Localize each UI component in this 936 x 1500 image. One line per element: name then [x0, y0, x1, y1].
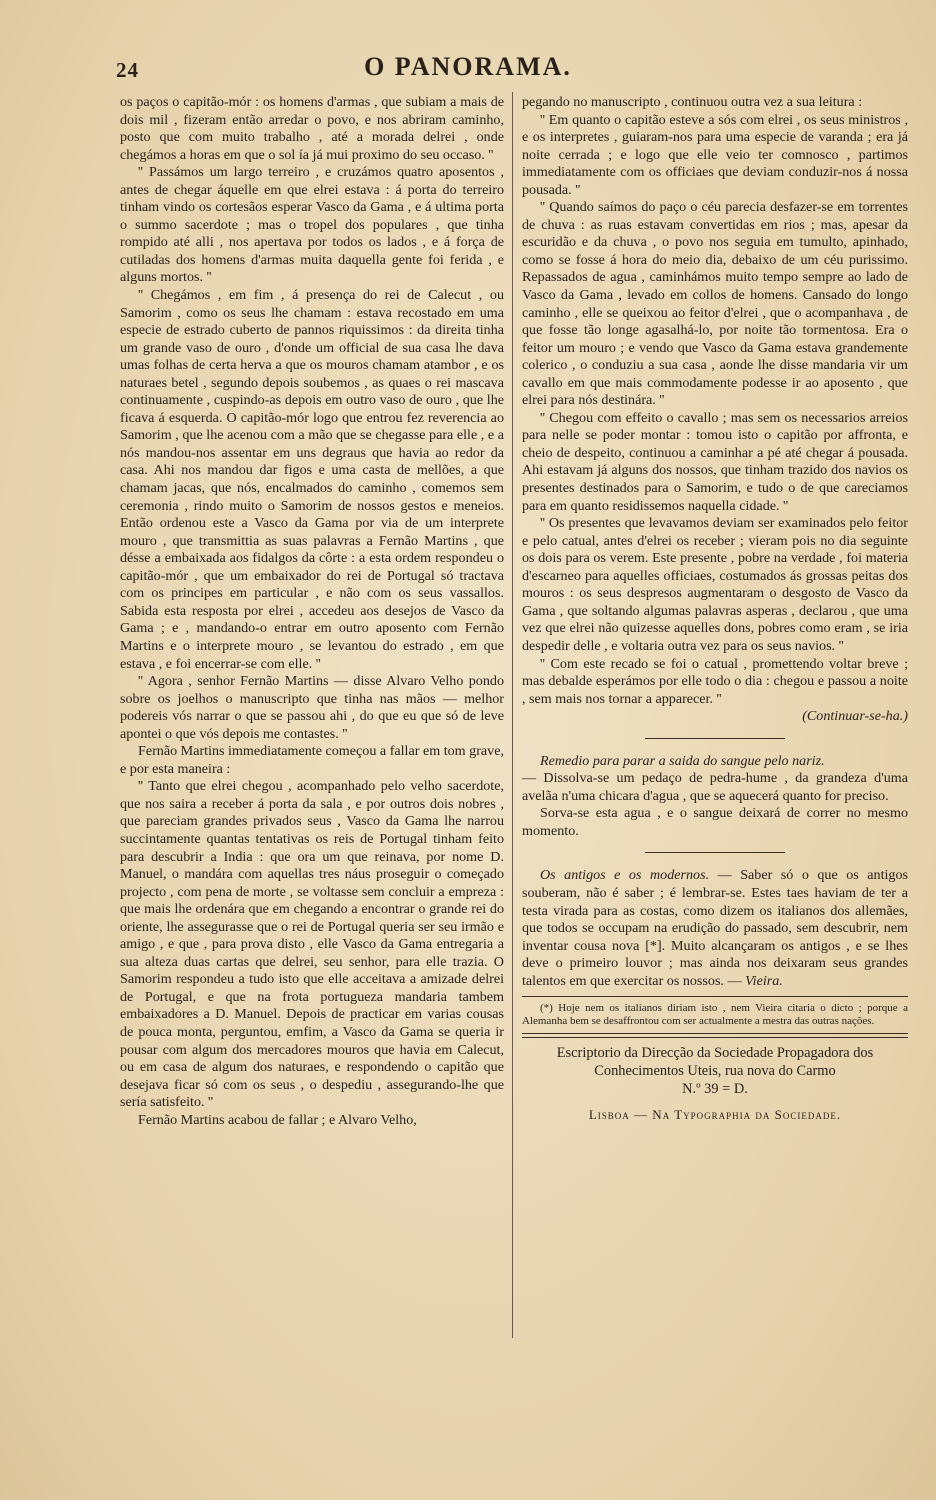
paragraph: '' Tanto que elrei chegou , acompanhado pelo velho sacerdote, que nos saira a receber á porta da sala , e por outros dois nobres , que pareciam grandes privados seus , Vasco da Gama lhe narrou succintamente quantas tentativas os reis de Portugal tinham feito para descubrir a India : que ora um que reinava, por nome D. Manuel, o mandára com aquellas tres náus proseguir o começado projecto , com pena de morte , se voltasse sem concluir a empreza : que mais lhe ordenára que em chegando a encontrar o grande rei do oriente, lhe assegurasse que o rei de Portugal queria ser seu irmão e amigo , e que , para prova disto , elle Vasco da Gama entregaria a sua alteza duas cartas que delrei, seu senhor, para elle trazia. O Samorim respondeu a tudo isto que elle acceitava a amizade delrei de Portugal, e que na frota portugueza mandaria tambem embaixadores a D. Manuel. Depois de practicar em varias cousas de pouca monta, perguntou, emfim, a Vasco da Gama se queria ir pousar com algum dos mercadores mouros que havia em Calecut, ou em casa de algum dos naturaes, e respondendo o capitão que desejava ficar só com os seus , o despediu , assegurando-lhe que sería satisfeito. '': [120, 778, 504, 1111]
paragraph: pegando no manuscripto , continuou outra vez a sua leitura :: [522, 94, 863, 110]
continuation-note: (Continuar-se-ha.): [802, 708, 908, 725]
left-column: [120, 94, 504, 1129]
paragraph: '' Em quanto o capitão esteve a sós com elrei , os seus ministros , e os interpretes , guiaram-nos para uma especie de varanda ; era já noite cerrada ; e logo que elle veio ter comnosco , partimos immediatamente com os officiaes que deviam conduzir-nos á nossa pousada. '': [522, 111, 908, 198]
remedy-title: Remedio para parar a saida do sangue pelo nariz.: [540, 752, 825, 769]
antigos-author: Vieira.: [745, 972, 783, 989]
paragraph: '' Chegámos , em fim , á presença do rei de Calecut , ou Samorim , como os seus lhe chamam : estava recostado em uma especie de estrado cuberto de pannos riquissimos : da direita tinha um grande vaso de ouro , d'onde um official de sua casa lhe dava umas folhas de certa herva a que os mouros chamam atambor , e os naturaes betel , segundo depois soubemos , as quaes o rei mascava continuamente , cuspindo-as depois em outro vaso de ouro , que lhe ficava á esquerda. O capitão-mór logo que entrou fez reverencia ao Samorim , que lhe acenou com a mão que se chegasse para elle , e a nós mandou-nos assentar em uns degraus que havia ao redor da casa. Ahi nos mandou dar figos e uma casta de mellões, a que chamam jacas, que nós, encalmados do caminho , comemos sem ceremonia , rindo muito o Samorim de nossos gestos e meneios. Então ordenou este a Vasco da Gama por via de um interprete mouro , que transmittia as suas palavras a Fernão Martins , que désse a embaixada aos fidalgos da côrte : a esta ordem respondeu o capitão-mór , que um embaixador do rei de Portugal só tractava com os principes em particular , e não com os seus vassallos. Sabida esta resposta por elrei , accedeu aos desejos de Vasco da Gama ; e , mandando-o entrar em outro aposento com Fernão Martins e o interprete mouro , se levantou do estrado , em que estava , e foi encerrar-se com elle. '': [120, 287, 504, 672]
paragraph: '' Quando saímos do paço o céu parecia desfazer-se em torrentes de chuva : as ruas estavam convertidas em rios ; mas, apesar da escuridão e da chuva , o povo nos seguia em tumulto, apinhado, como se fosse á hora do meio dia, debaixo de um céu purissimo. Repassados de agua , caminhámos muito tempo sempre ao lado de Vasco da Gama , levado em collos de homens. Cansado do longo caminho , elle se queixou ao feitor d'elrei , que o acompanhava , de que fosse tão longe agasalhá-lo, por noite tão tormentosa. Era o feitor um mouro ; e vendo que Vasco da Gama estava grandemente colerico , o conduziu a sua casa , aonde lhe disse mandaria vir um cavallo em que mais commodamente podesse ir ao aposento , que elrei para nós destinára. '': [522, 199, 908, 409]
section-divider: [645, 738, 785, 739]
footnote: (*) Hoje nem os italianos diriam isto , nem Vieira citaria o dicto ; porque a Alemanha bem se desaffrontou com ser actualmente a mestra das outras nações.: [522, 1002, 908, 1027]
paragraph: Fernão Martins immediatamente começou a fallar em tom grave, e por esta maneira :: [120, 743, 504, 777]
imprint-number: N.º 39 = D.: [682, 1081, 748, 1098]
remedy-text-continued: Sorva-se esta agua , e o sangue deixará de correr no mesmo momento.: [522, 805, 908, 839]
paragraph: '' Com este recado se foi o catual , promettendo voltar breve ; mas debalde esperámos por elle todo o dia : chegou e passou a noite , sem mais nos tornar a apparecer. '': [522, 655, 908, 707]
antigos-text: — Saber só o que os antigos souberam, não é saber ; é lembrar-se. Estes taes haviam de ter a testa virada para as costas, como dizem os italianos dos allemães, que todos se occupam na erudição do passado, sem descubrir, nem inventar cousa nova [*]. Muito alcançaram os antigos , e se lhes deve o primeiro louvor ; mas ainda nos deixaram seus grandes talentos em que exercitar os nossos. —: [522, 867, 908, 989]
imprint-divider: [522, 1033, 908, 1038]
running-head-title: O PANORAMA.: [364, 52, 572, 81]
colophon: Lisboa — Na Typographia da Sociedade.: [588, 1107, 842, 1123]
right-column: [522, 94, 908, 1124]
paragraph: Fernão Martins acabou de fallar ; e Alvaro Velho,: [138, 1111, 417, 1128]
antigos-title: Os antigos e os modernos.: [540, 867, 710, 884]
paragraph: '' Agora , senhor Fernão Martins — disse Alvaro Velho pondo sobre os joelhos o manuscripto que tinha nas mãos — melhor podereis vós narrar o que se passou ahi , do que eu que só de leve apontei o que vós depois me contastes. '': [120, 673, 504, 742]
section-divider: [645, 852, 785, 853]
antigos-article: [522, 867, 908, 990]
page-number: 24: [116, 58, 139, 82]
paragraph: os paços o capitão-mór : os homens d'armas , que subiam a mais de dois mil , fizeram então arredar o povo, e nos abriram caminho, posto que com muito trabalho , até a morada delrei , onde chegámos a horas em que o sol ía já mui proximo do seu occaso. '': [120, 94, 504, 163]
footnote-divider: [522, 996, 908, 997]
paragraph: '' Chegou com effeito o cavallo ; mas sem os necessarios arreios para nelle se poder montar : tomou isto o capitão por affronta, e cheio de despeito, continuou a caminhar a pé até chegar á pousada. Ahi estavam já alguns dos nossos, que tinham trazido dos navios os presentes destinados para o Samorim, e tudo o de que careciamos para em quanto residissemos naquella cidade. '': [522, 409, 908, 514]
remedy-text: — Dissolva-se um pedaço de pedra-hume , da grandeza d'uma avelãa n'uma chicara d'agua , que se aquecerá quanto for preciso.: [522, 770, 908, 804]
column-divider: [512, 92, 513, 1338]
paragraph: '' Passámos um largo terreiro , e cruzámos quatro aposentos , antes de chegar áquelle em que elrei estava : á porta do terreiro tinham vindo os cortesãos esperar Vasco da Gama , e á ultima porta o summo sacerdote ; mas o tropel dos populares , que tinha rompido até alli , nos apertava por todos os lados , e á força de cutiladas dos homens d'armas muita daquella gente foi ferida , e alguns mortos. '': [120, 164, 504, 286]
imprint-address: Escriptorio da Direcção da Sociedade Propagadora dos Conhecimentos Uteis, rua nova do Carmo: [556, 1045, 874, 1080]
paragraph: '' Os presentes que levavamos deviam ser examinados pelo feitor e pelo catual, antes d'elrei os receber ; vieram pois no dia seguinte os dois para os verem. Este presente , pobre na verdade , foi materia d'escarneo para aquelles officiaes, costumados ás grossas peitas dos mouros : os seus despresos augmentaram o desgosto de Vasco da Gama , que soltando algumas palavras asperas , declarou , que uma vez que elrei não quizesse aquelles dons, pobres como eram , se iria despedir delle , e voltaria outra vez para os seus navios. '': [522, 515, 908, 654]
remedy-article: [522, 753, 908, 806]
imprint: [522, 1044, 908, 1098]
